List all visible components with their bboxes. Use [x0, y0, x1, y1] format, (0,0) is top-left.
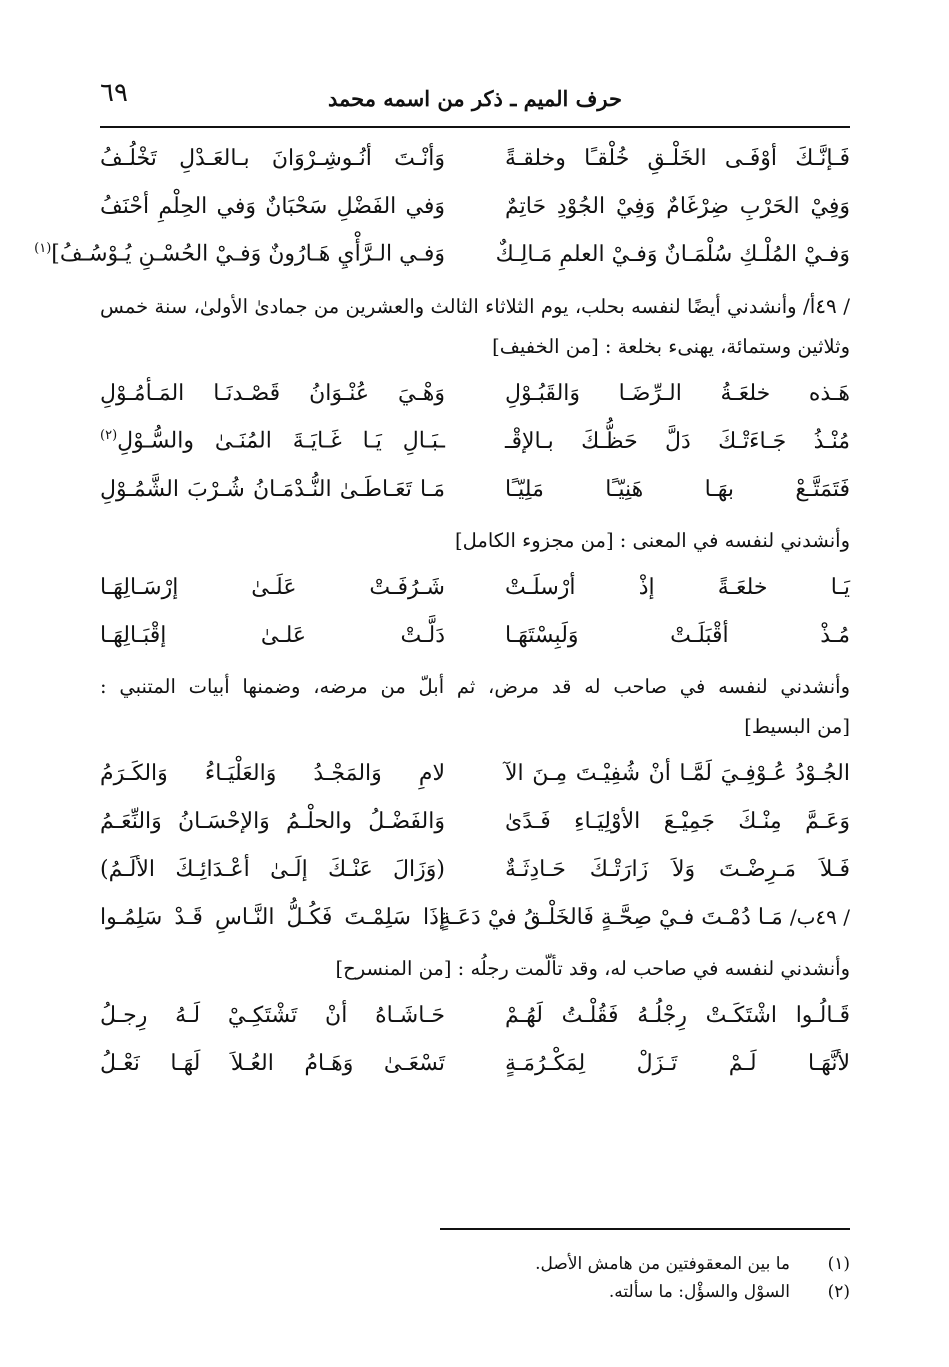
meter-label: [من المنسرح] — [335, 957, 452, 980]
verse-second-hemistich: وَالفَضْـلُ والحلْـمُ وَالإحْسَـانُ وَالنِّعَـمُ — [100, 808, 445, 834]
verse — [100, 369, 850, 417]
footnote — [100, 1278, 850, 1306]
verse-first-hemistich: فَتَمَتَّـعْ بهَـا هَنِيّـًا مَلِيّـًا — [505, 476, 850, 502]
verse-first-hemistich: مُنْـذُ جَـاءَتْـكَ دَلَّ حَظُّـكَ بـالإقْـ — [505, 428, 850, 454]
verse — [100, 563, 850, 611]
prose-text: وأنشدني لنفسه في صاحب له، وقد تألّمت رجلُه : — [457, 957, 850, 980]
verse-first-hemistich: هَـذه خلعَـةُ الـرِّضَـا وَالقَبُـوْلِ — [505, 380, 850, 406]
verse-second-hemistich: وَهْـيَ عُنْـوَانُ قَصْـدنَـا المَـأمُـوْلِ — [100, 380, 445, 406]
footnote — [100, 1250, 850, 1278]
verse-first-hemistich: الجُـوْدُ عُـوْفِـيَ لَمَّـا أنْ شُفِيْـتَ مِـنَ الآ — [505, 760, 850, 786]
verse-first-hemistich: مُـذْ أقْبَلَـتْ وَلَبِسْتَهَـا — [505, 622, 850, 648]
verse-first-hemistich: لأنَّهَـا لَـمْ تَـزَلْ لِمَكْـرُمَـةٍ — [505, 1050, 850, 1076]
folio-marker: / ٤٩ب/ — [789, 904, 850, 929]
verse — [100, 182, 850, 230]
prose-paragraph — [100, 286, 850, 367]
prose-paragraph — [100, 521, 850, 561]
hemistich-text: مَـا دُمْـتَ فـيْ صِحَّـةٍ فَالخَلْـقُ فيْ دَعَـةٍ — [439, 904, 783, 930]
verse-first-hemistich — [439, 904, 850, 930]
verse — [100, 465, 850, 513]
verse-second-hemistich — [34, 241, 445, 267]
meter-label: [من مجزوء الكامل] — [455, 529, 614, 552]
folio-marker: / ٤٩أ/ — [802, 294, 850, 318]
running-title: حرف الميم ـ ذكر من اسمه محمد — [327, 86, 622, 111]
meter-label: [من الخفيف] — [492, 335, 599, 358]
poem-4 — [100, 749, 850, 941]
footnote-number: (٢) — [827, 1282, 850, 1302]
hemistich-text: وَفـي الـرَّأْيِ هَـارُونٌ وَفـيْ الحُسْـنِ يُـوْسُـفُ] — [51, 241, 445, 267]
footnote-text: السوْل والسؤْل: ما سألته. — [608, 1282, 790, 1302]
hemistich-text: ـبَـالِ يَـا غَـايَـةَ المُنَـىٰ والسُّـوْلِ — [117, 428, 445, 454]
footnote-list — [100, 1250, 850, 1306]
verse — [100, 749, 850, 797]
verse-second-hemistich: وَأنْـتَ أنُـوشِـرْوَانَ بـالعَـدْلِ تَخْلُـفُ — [100, 145, 445, 171]
verse-second-hemistich: مَـا تَعَـاطَـىٰ النُّـدْمَـانُ شُـرْبَ الشَّمُـوْلِ — [100, 476, 445, 502]
verse-first-hemistich: فَـلاَ مَـرِضْـتَ وَلاَ زَارَتْـكَ حَـادِثَـةٌ — [505, 856, 850, 882]
poem-2 — [100, 369, 850, 513]
poem-3 — [100, 563, 850, 659]
page-header — [100, 78, 850, 128]
page-body — [34, 134, 850, 1087]
poem-1 — [34, 134, 850, 278]
verse — [34, 230, 850, 278]
verse-first-hemistich: فَـإنَّـكَ أوْفَـى الخَلْـقِ خُلْقـًا وخلقـةً — [505, 145, 850, 171]
verse-second-hemistich: دَلَّـتْ عَلـىٰ إقْبَـالِهَـا — [100, 622, 445, 648]
poem-5 — [100, 991, 850, 1087]
prose-text: وأنشدني لنفسه في المعنى : — [619, 529, 850, 552]
footnote-number: (١) — [827, 1254, 850, 1274]
verse-first-hemistich: وَفـيْ المُلْـكِ سُلْمَـانٌ وَفـيْ العلمِ مَـالِـكٌ — [495, 241, 850, 267]
verse-second-hemistich: لامِ وَالمَجْـدُ وَالعَلْيَـاءُ وَالكَـرَمُ — [100, 760, 445, 786]
verse-first-hemistich: قَـالُـوا اشْتَكَـتْ رِجْلُـهُ فَقُلْـتُ لَهُـمْ — [505, 1002, 850, 1028]
verse — [100, 1039, 850, 1087]
verse-second-hemistich — [100, 428, 445, 453]
prose-paragraph — [100, 667, 850, 747]
verse-first-hemistich: وَعَـمَّ مِنْـكَ جَمِيْـعَ الأوْلِيَـاءِ فَـدًىٰ — [505, 808, 850, 834]
verse-second-hemistich: إذَا سَلِمْـتَ فَكُـلُّ النَّـاسِ قَـدْ سَلِمُـوا — [100, 904, 445, 930]
verse — [100, 845, 850, 893]
verse-second-hemistich: حَـاشَـاهُ أنْ تَشْتَكِـيْ لَـهُ رِجـلُ — [100, 1002, 445, 1028]
prose-paragraph — [100, 949, 850, 989]
verse-second-hemistich: شَـرُفَـتْ عَلَـىٰ إرْسَـالِهَـا — [100, 574, 445, 600]
footnote-divider — [440, 1228, 850, 1230]
prose-text: وأنشدني أيضًا لنفسه بحلب، يوم الثلاثاء الثالث والعشرين من جمادىٰ الأولىٰ، سنة خمس وثلاثين وستمائة، يهنىء بخلعة : — [100, 295, 850, 358]
verse — [100, 417, 850, 465]
verse — [100, 797, 850, 845]
prose-text: وأنشدني لنفسه في صاحب له قد مرض، ثم أبلّ من مرضه، وضمنها أبيات المتنبي : — [100, 675, 850, 698]
verse — [100, 611, 850, 659]
footnote-text: ما بين المعقوفتين من هامش الأصل. — [535, 1254, 790, 1274]
verse-second-hemistich: تَسْعَـىٰ وَهَـامُ العُـلاَ لَهَـا نَعْـلُ — [100, 1050, 445, 1076]
footnote-ref: (١) — [34, 241, 52, 257]
verse — [100, 991, 850, 1039]
page-number: ٦٩ — [100, 78, 128, 108]
verse-second-hemistich: وَفي الفَضْلِ سَحْبَانٌ وَفي الحِلْمِ أحْنَفُ — [100, 193, 445, 219]
verse — [100, 134, 850, 182]
verse-first-hemistich: يَـا خلعَـةً إذْ أرْسلَـتْ — [505, 574, 850, 600]
verse-second-hemistich: (وَزَالَ عَنْـكَ إلَـىٰ أعْـدَائِـكَ الألَـمُ) — [100, 856, 445, 882]
verse — [100, 893, 850, 941]
verse-first-hemistich: وَفِيْ الحَرْبِ ضِرْغَامٌ وَفِيْ الجُوْدِ حَاتِمٌ — [505, 193, 850, 219]
footnote-ref: (٢) — [100, 428, 118, 444]
meter-label: [من البسيط] — [744, 715, 850, 738]
